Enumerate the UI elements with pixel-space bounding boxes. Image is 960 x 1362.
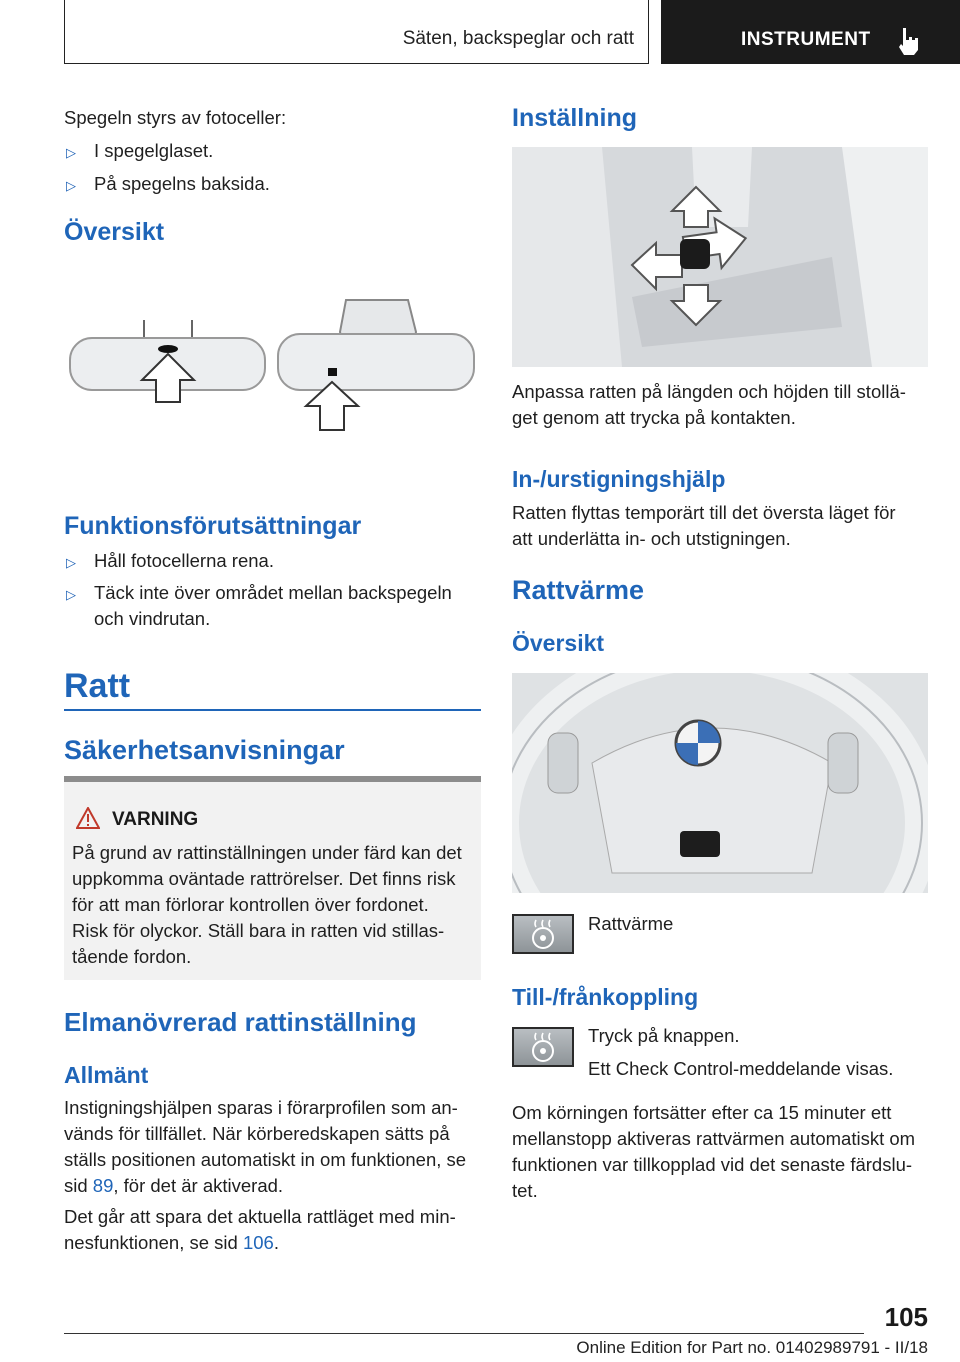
warning-line: På grund av rattinställningen under färd kan det xyxy=(72,842,462,863)
rattvarme-icon-label: Rattvärme xyxy=(588,913,674,934)
installning-heading: Inställning xyxy=(512,104,637,132)
paragraph-line: vänds för tillfället. När körberedskapen sätts på xyxy=(64,1123,450,1144)
intro-text: Spegeln styrs av fotoceller: xyxy=(64,107,287,128)
oversikt-heading: Översikt xyxy=(64,218,165,246)
warning-box xyxy=(64,776,481,980)
funktion-heading: Funktionsförutsättningar xyxy=(64,512,362,540)
ratt-heading: Ratt xyxy=(64,667,131,705)
warning-line: för att man förlorar kontrollen över fordonet. xyxy=(72,894,429,915)
steering-heat-button-icon[interactable] xyxy=(512,1027,574,1067)
instig-heading: In-/urstigningshjälp xyxy=(512,466,726,492)
footer-divider xyxy=(64,1333,864,1334)
paragraph-line: nesfunktionen, se sid 106. xyxy=(64,1232,279,1253)
step-text: Ett Check Control-meddelande visas. xyxy=(588,1058,894,1079)
page-link-89[interactable]: 89 xyxy=(92,1175,114,1196)
till-heading: Till-/frånkoppling xyxy=(512,984,699,1010)
warning-line: tående fordon. xyxy=(72,946,192,967)
step-text: Tryck på knappen. xyxy=(588,1025,740,1046)
warning-line: uppkomma oväntade rattrörelser. Det finns risk xyxy=(72,868,456,889)
paragraph-line: Om körningen fortsätter efter ca 15 minuter ett xyxy=(512,1102,892,1123)
list-item: Täck inte över området mellan backspegeln xyxy=(94,582,452,603)
bullet-triangle-icon: ▷ xyxy=(66,178,76,193)
pointing-hand-icon xyxy=(893,26,923,56)
heading-rule xyxy=(64,709,481,711)
bullet-triangle-icon: ▷ xyxy=(66,555,76,570)
sakerhet-heading: Säkerhetsanvisningar xyxy=(64,735,345,765)
list-item: Håll fotocellerna rena. xyxy=(94,550,274,571)
paragraph-line: Instigningshjälpen sparas i förarprofilen som an- xyxy=(64,1097,458,1118)
paragraph-line: Det går att spara det aktuella rattläget med min- xyxy=(64,1206,456,1227)
paragraph-line: tet. xyxy=(512,1180,538,1201)
header-section-box xyxy=(64,0,649,64)
elman-heading: Elmanövrerad rattinställning xyxy=(64,1007,417,1037)
paragraph-line: ställs positionen automatiskt in om funktionen, se xyxy=(64,1149,467,1170)
list-item: På spegelns baksida. xyxy=(94,173,270,194)
steering-adjust-photo xyxy=(512,147,928,367)
warning-line: Risk för olyckor. Ställ bara in ratten vid stillas- xyxy=(72,920,445,941)
mirror-illustration xyxy=(64,292,481,442)
rattvarme-heading: Rattvärme xyxy=(512,575,645,605)
warning-label: VARNING xyxy=(112,809,199,830)
warning-triangle-icon xyxy=(76,807,100,829)
bullet-triangle-icon: ▷ xyxy=(66,587,76,602)
header-chapter-tab[interactable] xyxy=(661,0,960,64)
paragraph-line: Ratten flyttas temporärt till det översta läget för xyxy=(512,502,896,523)
list-item: I spegelglaset. xyxy=(94,140,214,161)
list-item-continuation: och vindrutan. xyxy=(94,608,211,629)
paragraph-line: att underlätta in- och utstigningen. xyxy=(512,528,791,549)
page-link-106[interactable]: 106 xyxy=(242,1232,274,1253)
paragraph-line: get genom att trycka på kontakten. xyxy=(512,407,796,428)
steering-wheel-photo xyxy=(512,673,928,893)
paragraph-line: sid 89, för det är aktiverad. xyxy=(64,1175,284,1196)
paragraph-line: Anpassa ratten på längden och höjden till stollä- xyxy=(512,381,906,402)
steering-heat-button-icon xyxy=(512,914,574,954)
paragraph-line: funktionen var tillkopplad vid det senaste färdslu- xyxy=(512,1154,913,1175)
header-chapter-title: INSTRUMENT xyxy=(741,29,871,50)
allmant-heading: Allmänt xyxy=(64,1062,149,1088)
paragraph-line: mellanstopp aktiveras rattvärmen automatiskt om xyxy=(512,1128,916,1149)
bullet-triangle-icon: ▷ xyxy=(66,145,76,160)
page-number: 105 xyxy=(884,1302,928,1332)
oversikt-heading-right: Översikt xyxy=(512,630,605,656)
header-section-title: Säten, backspeglar och ratt xyxy=(402,28,634,49)
footer-edition: Online Edition for Part no. 01402989791 - II/18 xyxy=(576,1338,928,1357)
